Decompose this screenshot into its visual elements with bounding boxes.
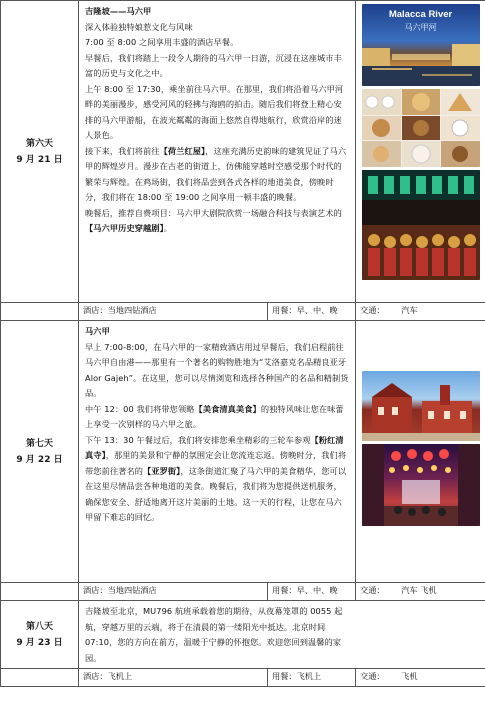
transport-value: 汽车 [401, 305, 418, 315]
plain-text: ，这条街道汇聚了马六甲的美食精华，您可以在这里尽情品尝各种地道的美食。晚餐后，我们将为您提供送机服务，确保您安全、舒适地离开这片美丽的土地。这一天的行程，让您在马六甲留下难忘的回忆。 [85, 465, 347, 522]
day-row [1, 321, 485, 583]
highlight-text: 【粉红清真寺】 [85, 434, 344, 460]
content-line: 上午 8:00 至 17:30，乘坐前往马六甲。在那里，我们将沿着马六甲河畔的美丽漫步，感受河风的轻拂与海鸥的拍击。随后我们将登上精心安排的马六甲游船，在波光粼粼的海面上悠然自得地航行，欣赏沿岸的迷人景色。 [85, 83, 344, 140]
day-row [1, 601, 485, 669]
malacca-river-photo [362, 4, 480, 86]
transport-label: 交通： [360, 585, 385, 595]
plain-text: 接下来，我们将前往 [85, 145, 160, 156]
plain-text: ，那里的美景和宁静的氛围定会让您流连忘返。傍晚时分，我们将带您前往著名的 [85, 450, 347, 476]
day-date: 9 月 22 日 [16, 454, 63, 465]
plain-text: ，这座充满历史韵味的建筑见证了马六甲的辉煌岁月。漫步在古老的街道上，仿佛能穿越时空感受那个时代的繁荣与辉煌。在鸡场街，我们将品尝到各式各样的地道美食，傍晚时分，我们将在 18:00 至 19:00 之间享用一顿丰盛的晚餐。 [85, 145, 347, 202]
content-line: 深入体验独特娘惹文化与风味 [85, 21, 193, 32]
day-date: 9 月 21 日 [16, 154, 63, 165]
day-title: 吉隆坡——马六甲 [85, 6, 152, 16]
day-content [79, 601, 485, 669]
content-line [85, 144, 350, 206]
day-content [79, 321, 356, 583]
transport-cell [356, 303, 485, 321]
day-title: 马六甲 [85, 326, 110, 336]
content-line [85, 402, 350, 433]
transport-label: 交通： [360, 305, 385, 315]
content-line: 早上 7:00-8:00，在马六甲的一家精致酒店用过早餐后，我们启程前往马六甲自由港——那里有一个著名的购物胜地为“艾洛嘉克名品精良亚牙 Alor Gajeh”。在这里，您可以尽情浏览和选择各种国产的名品和精制货品。 [85, 341, 349, 398]
day-footer-row [1, 303, 485, 321]
day-label-cell [1, 601, 79, 669]
day-row [1, 1, 485, 303]
highlight-text: 【荷兰红屋】 [159, 145, 206, 156]
jonker-street-photo [362, 444, 480, 526]
day-label-cell [1, 1, 79, 303]
image-cell [356, 1, 485, 303]
hotel-label: 酒店：当地四钻酒店 [79, 303, 268, 321]
red-square-photo [362, 371, 480, 441]
transport-label: 交通： [360, 671, 385, 681]
plain-text: 中午 12：00 我们将带您领略 [85, 403, 195, 414]
content-line [85, 433, 350, 526]
meals-label: 用餐：早、中、晚 [268, 583, 356, 601]
highlight-text: 【美食清真美食】 [194, 403, 261, 414]
plain-text: 晚餐后，推荐自费项目：马六甲大剧院欣赏一场融合科技与表演艺术的 [85, 207, 342, 218]
plain-text: 的独特风味让您在味蕾上享受一次别样的马六甲之旅。 [85, 403, 344, 429]
day-number: 第八天 [25, 621, 53, 632]
day-number: 第七天 [25, 438, 53, 449]
plain-text: 。 [163, 223, 173, 233]
day-footer-row [1, 583, 485, 601]
highlight-text: 【亚罗街】 [143, 465, 181, 476]
transport-cell [356, 669, 485, 687]
day-footer-row [1, 669, 485, 687]
transport-value: 汽车 飞机 [401, 585, 437, 595]
hotel-label: 酒店：当地四钻酒店 [79, 583, 268, 601]
day-number: 第六天 [25, 138, 53, 149]
transport-value: 飞机 [401, 671, 418, 681]
meals-label: 用餐：飞机上 [268, 669, 356, 687]
hotel-label: 酒店：飞机上 [79, 669, 268, 687]
meals-label: 用餐：早、中、晚 [268, 303, 356, 321]
photo-caption-en: Malacca River [388, 9, 453, 20]
highlight-text: 【马六甲历史穿越剧】 [85, 223, 164, 233]
food-collage-photo [362, 89, 480, 167]
day-content [79, 1, 356, 303]
content-line: 7:00 至 8:00 之间享用丰盛的酒店早餐。 [85, 37, 239, 47]
day-label-cell [1, 321, 79, 583]
image-cell [356, 321, 485, 583]
photo-caption-cn: 马六甲河 [404, 23, 437, 32]
content-line: 早餐后，我们将踏上一段令人期待的马六甲一日游，沉浸在这座城市丰富的历史与文化之中。 [85, 52, 342, 78]
transport-cell [356, 583, 485, 601]
plain-text: 下午 13：30 午餐过后，我们将安排您乘坐精彩的三轮车参观 [85, 434, 311, 445]
content-line: 吉隆坡至北京，MU796 航班承载着您的期待，从夜幕笼罩的 0055 起航，穿越万里的云端，将于在清晨的第一缕阳光中抵达。北京时间 07:10，您的方向在前方，温暖于宁静的怀抱您。欢迎您回到温馨的家园。 [85, 606, 343, 663]
theatre-show-photo [362, 170, 480, 280]
day-date: 9 月 23 日 [16, 637, 63, 648]
content-line [85, 206, 350, 237]
